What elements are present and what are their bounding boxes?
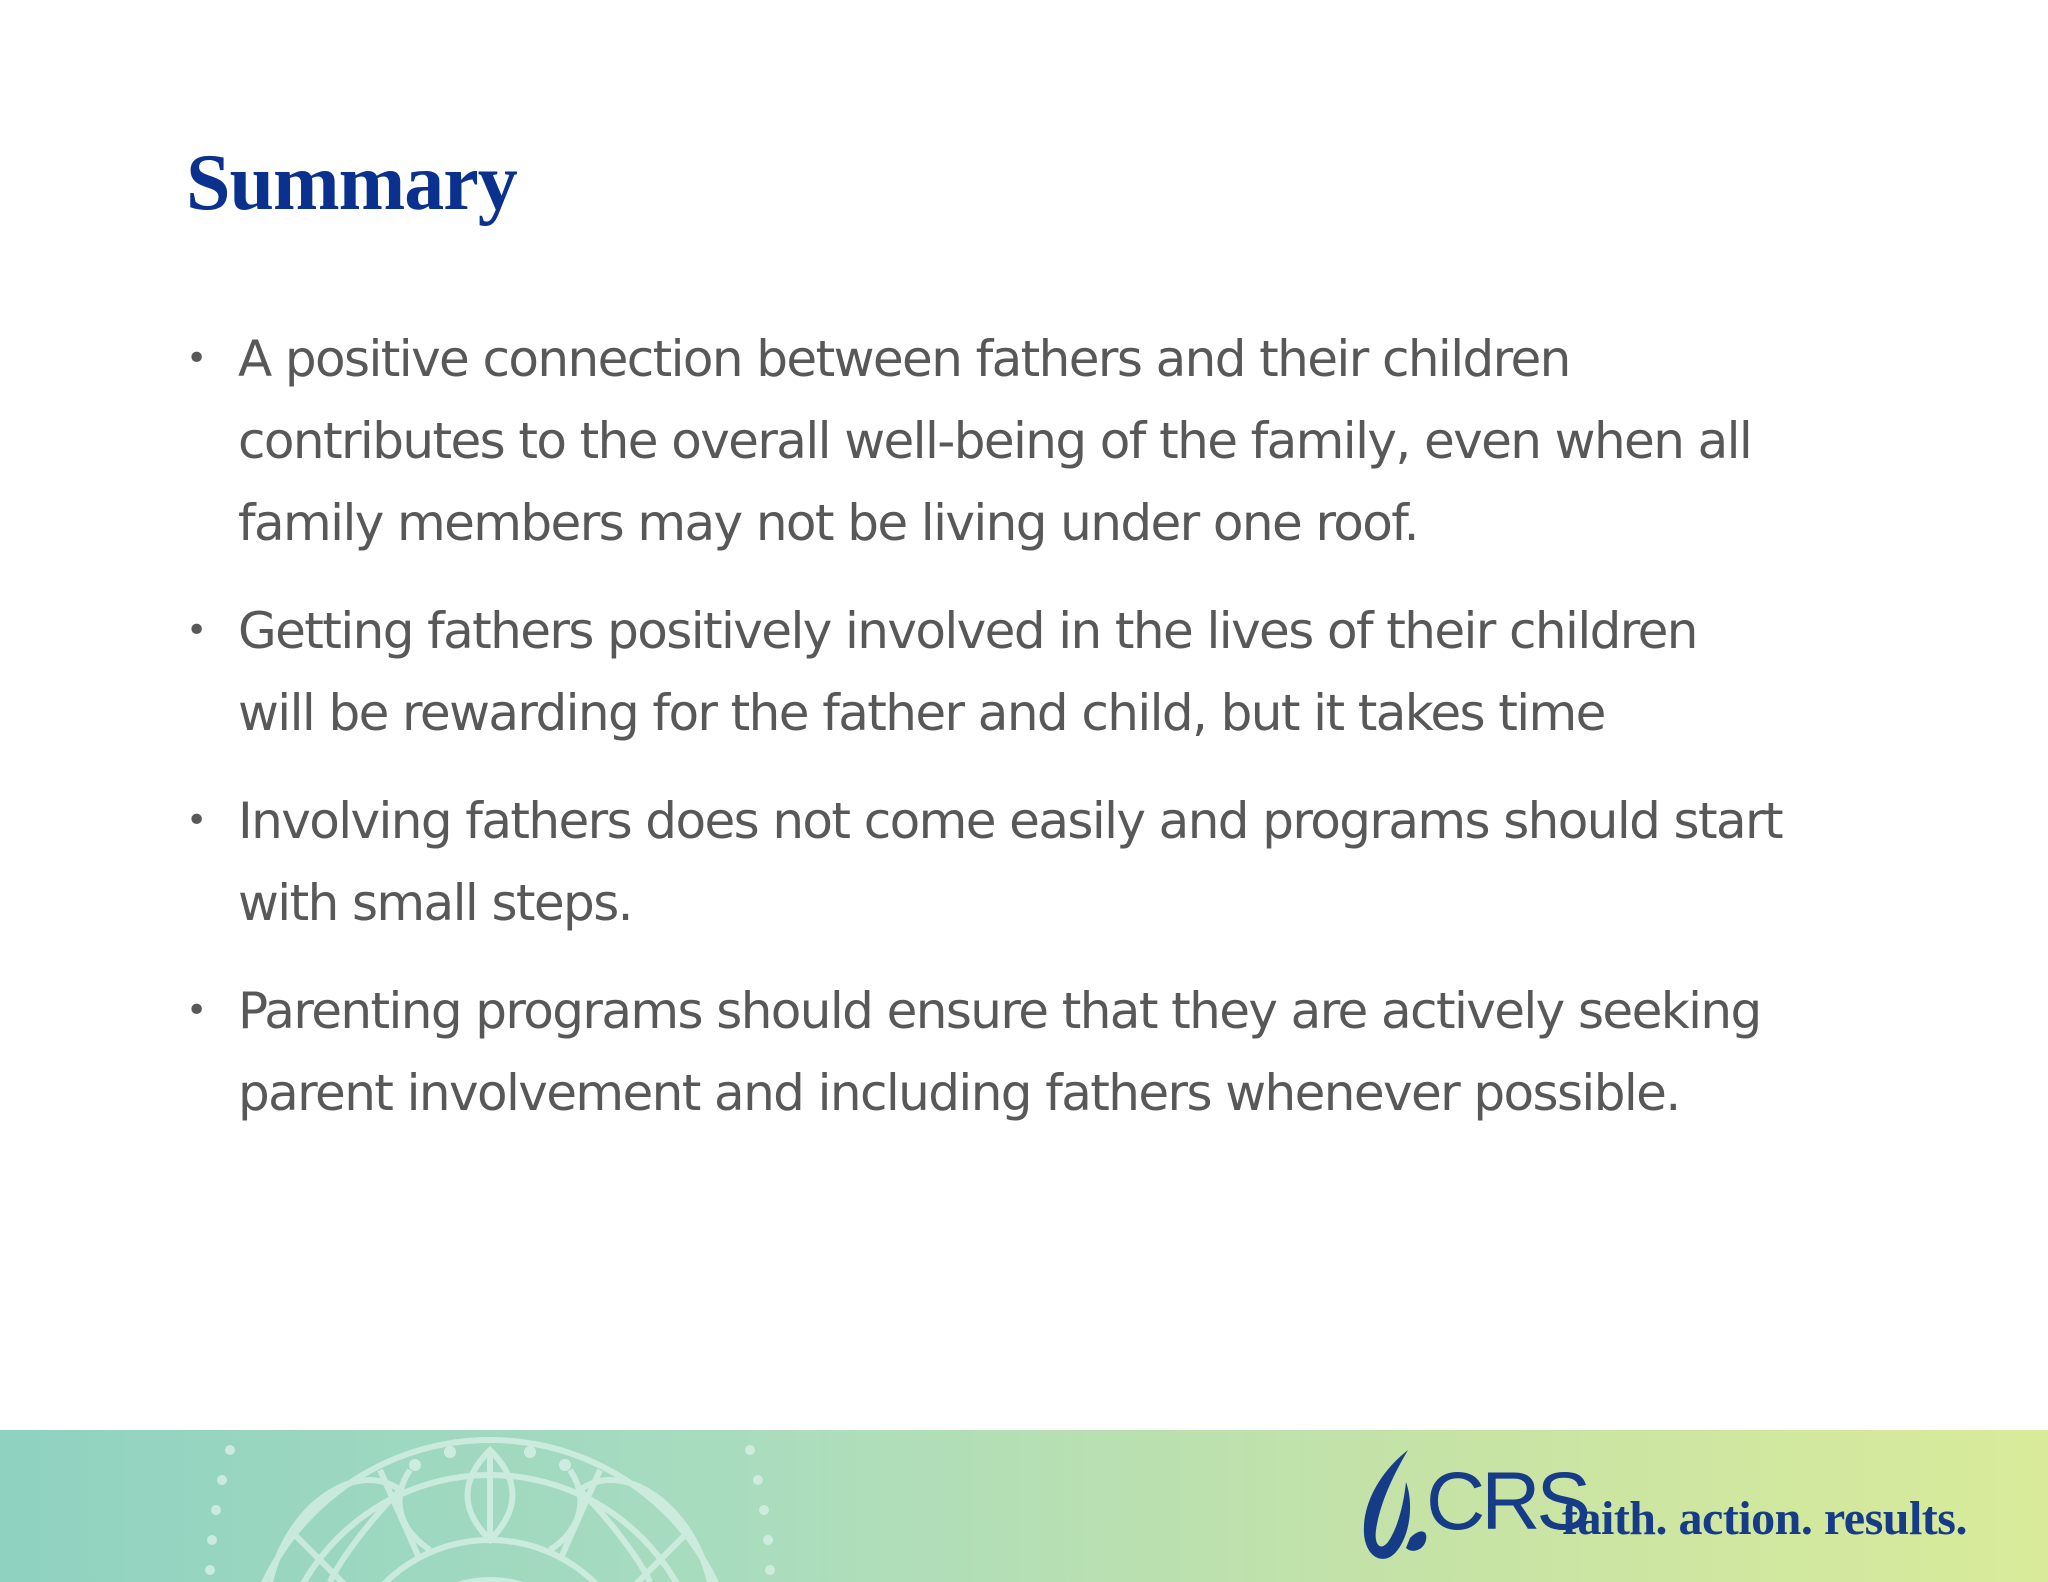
decorative-mandala-pattern-icon: [160, 1430, 820, 1582]
bullet-text: Involving fathers does not come easily and programs should start with small steps.: [238, 792, 1783, 932]
bullet-list: [186, 318, 1786, 1160]
bullet-item: [186, 970, 1786, 1134]
bullet-marker: •: [186, 338, 206, 379]
bullet-marker: •: [186, 800, 206, 841]
bullet-marker: •: [186, 990, 206, 1031]
bullet-item: [186, 780, 1786, 944]
bullet-text: Parenting programs should ensure that they are actively seeking parent involvement and including fathers whenever possible.: [238, 982, 1761, 1122]
logo-tagline: faith. action. results.: [1562, 1492, 1967, 1545]
crs-logo: [1350, 1442, 2010, 1572]
logo-wordmark: CRS: [1426, 1456, 1588, 1547]
bullet-item: [186, 590, 1786, 754]
bullet-marker: •: [186, 610, 206, 651]
bullet-text: A positive connection between fathers and their children contributes to the overall well-being of the family, even when all family members may not be living under one roof.: [238, 330, 1752, 552]
bullet-text: Getting fathers positively involved in the lives of their children will be rewarding for the father and child, but it takes time: [238, 602, 1697, 742]
bullet-item: [186, 318, 1786, 564]
crs-flame-logo-icon: [1350, 1442, 1430, 1572]
slide-title: Summary: [186, 139, 517, 227]
